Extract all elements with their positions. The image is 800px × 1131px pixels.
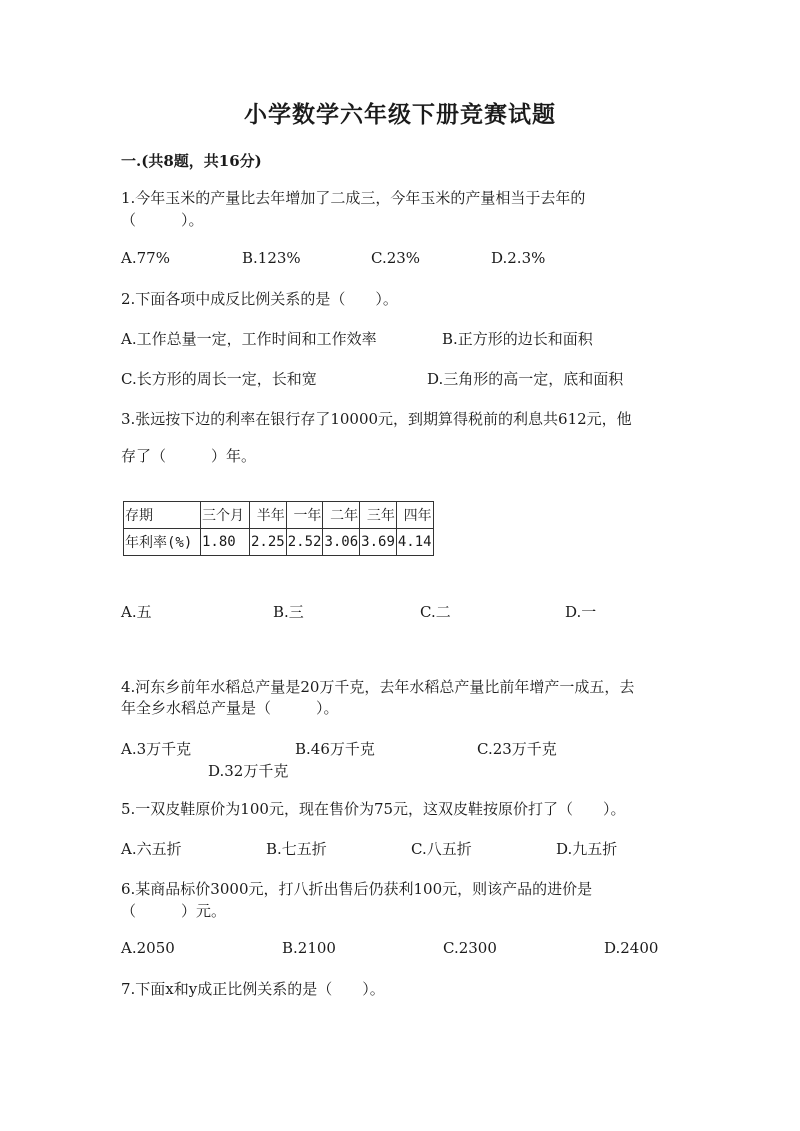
interest-rate-table (123, 501, 434, 556)
q6-stem-line2: （ ）元。 (121, 902, 227, 920)
q4-stem-line2: 年全乡水稻总产量是（ ）。 (121, 699, 339, 717)
table-cell: 3.69 (360, 529, 397, 556)
q4-option-c: C.23万千克 (477, 740, 557, 758)
q3-stem-line1: 3.张远按下边的利率在银行存了10000元，到期算得税前的利息共612元，他 (121, 410, 632, 428)
q3-option-d: D.一 (565, 603, 597, 621)
table-cell: 年利率(%) (124, 529, 201, 556)
page-title: 小学数学六年级下册竞赛试题 (244, 101, 556, 128)
table-cell: 3.06 (323, 529, 360, 556)
q3-stem-line2: 存了（ ）年。 (121, 447, 257, 465)
q5-option-b: B.七五折 (266, 840, 327, 858)
q4-option-d: D.32万千克 (208, 762, 289, 780)
table-cell: 四年 (396, 502, 433, 529)
table-cell: 一年 (286, 502, 323, 529)
q2-option-b: B.正方形的边长和面积 (442, 330, 593, 348)
q5-option-d: D.九五折 (556, 840, 618, 858)
table-cell: 2.52 (286, 529, 323, 556)
q1-option-b: B.123% (242, 249, 301, 267)
q1-stem-line1: 1.今年玉米的产量比去年增加了二成三，今年玉米的产量相当于去年的 (121, 189, 586, 207)
q2-option-a: A.工作总量一定，工作时间和工作效率 (121, 330, 377, 348)
q1-option-c: C.23% (371, 249, 421, 267)
q7-stem: 7.下面x和y成正比例关系的是（ ）。 (121, 980, 385, 998)
q2-option-c: C.长方形的周长一定，长和宽 (121, 370, 317, 388)
section-heading: 一.(共8题，共16分) (121, 152, 262, 170)
table-cell: 三个月 (201, 502, 250, 529)
q1-option-d: D.2.3% (491, 249, 546, 267)
q5-option-a: A.六五折 (121, 840, 182, 858)
q6-option-c: C.2300 (443, 939, 497, 957)
table-cell: 2.25 (250, 529, 287, 556)
table-cell: 半年 (250, 502, 287, 529)
q2-stem: 2.下面各项中成反比例关系的是（ ）。 (121, 290, 398, 308)
q1-option-a: A.77% (121, 249, 170, 267)
q6-option-d: D.2400 (604, 939, 659, 957)
q6-option-a: A.2050 (121, 939, 175, 957)
table-row (124, 502, 434, 529)
q3-option-b: B.三 (273, 603, 304, 621)
q6-option-b: B.2100 (282, 939, 336, 957)
q4-stem-line1: 4.河东乡前年水稻总产量是20万千克，去年水稻总产量比前年增产一成五，去 (121, 678, 635, 696)
q1-stem-line2: （ ）。 (121, 211, 204, 229)
table-cell: 1.80 (201, 529, 250, 556)
q2-option-d: D.三角形的高一定，底和面积 (427, 370, 624, 388)
table-cell: 存期 (124, 502, 201, 529)
table-cell: 4.14 (396, 529, 433, 556)
q4-option-a: A.3万千克 (121, 740, 192, 758)
q3-option-c: C.二 (420, 603, 451, 621)
q4-option-b: B.46万千克 (295, 740, 375, 758)
q3-option-a: A.五 (121, 603, 152, 621)
table-cell: 二年 (323, 502, 360, 529)
q5-stem: 5.一双皮鞋原价为100元，现在售价为75元，这双皮鞋按原价打了（ ）。 (121, 800, 626, 818)
q5-option-c: C.八五折 (411, 840, 472, 858)
q6-stem-line1: 6.某商品标价3000元，打八折出售后仍获利100元，则该产品的进价是 (121, 880, 593, 898)
table-cell: 三年 (360, 502, 397, 529)
table-row (124, 529, 434, 556)
